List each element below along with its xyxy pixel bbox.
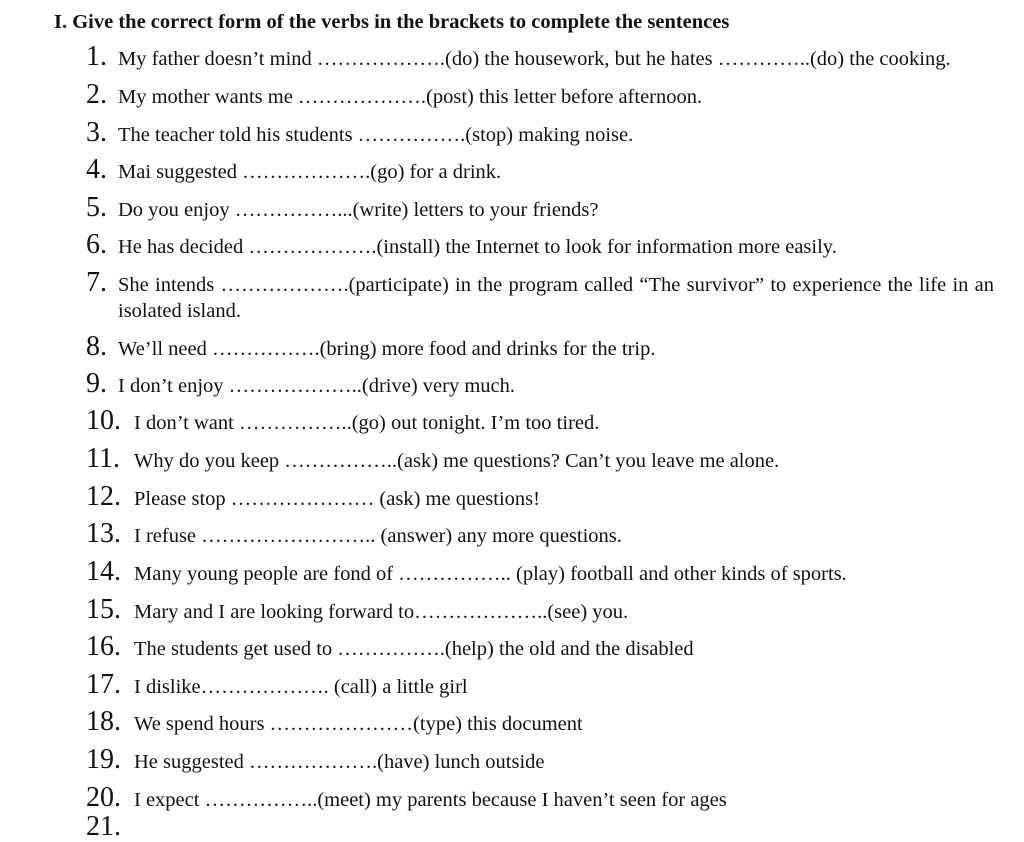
question-text: Many young people are fond of …………….. (play) football and other kinds of sports. [134,563,847,585]
question-number: 4. [86,154,107,185]
question-number: 15. [86,594,121,625]
question-text: He suggested ……………….(have) lunch outside [134,751,545,773]
question-text: Why do you keep ……………..(ask) me questions? Can’t you leave me alone. [134,450,780,472]
question-text: We spend hours …………………(type) this document [134,713,583,735]
question-number: 3. [86,117,107,148]
question-number: 17. [86,669,121,700]
question-number: 11. [86,443,120,474]
question-text: I don’t enjoy ………………..(drive) very much. [118,375,516,397]
question-text: The teacher told his students …………….(stop) making noise. [118,124,634,146]
question-number: 14. [86,556,121,587]
question-number: 7. [86,267,107,298]
question-text: We’ll need …………….(bring) more food and drinks for the trip. [118,338,656,360]
question-number: 10. [86,405,121,436]
question-number: 2. [86,79,107,110]
question-text: My mother wants me ……………….(post) this letter before afternoon. [118,86,703,108]
question-text: He has decided ……………….(install) the Internet to look for information more easily. [118,236,837,258]
question-text: I dislike………………. (call) a little girl [134,676,468,698]
question-text: She intends ……………….(participate) in the program called “The survivor” to experience the life in an isolated island. [118,274,994,322]
question-number-cut-off: 21. [86,811,121,842]
question-number: 19. [86,744,121,775]
question-text: Please stop ………………… (ask) me questions! [134,488,540,510]
question-number: 9. [86,368,107,399]
question-number: 1. [86,41,107,72]
question-number: 18. [86,706,121,737]
question-number: 8. [86,331,107,362]
question-text: Do you enjoy ……………...(write) letters to your friends? [118,199,599,221]
question-number: 12. [86,481,121,512]
question-number: 6. [86,229,107,260]
question-number: 5. [86,192,107,223]
question-text: Mai suggested ……………….(go) for a drink. [118,161,502,183]
question-number: 16. [86,631,121,662]
question-number: 20. [86,782,121,813]
question-text: I don’t want ……………..(go) out tonight. I’m too tired. [134,412,600,434]
question-text: My father doesn’t mind ……………….(do) the housework, but he hates …………..(do) the cooking. [118,48,951,70]
question-text: I expect ……………..(meet) my parents because I haven’t seen for ages [134,789,727,811]
question-text: I refuse …………………….. (answer) any more questions. [134,525,622,547]
question-text: Mary and I are looking forward to………………..(see) you. [134,601,629,623]
exercise-heading: I. Give the correct form of the verbs in the brackets to complete the sentences [54,11,730,33]
question-number: 13. [86,518,121,549]
question-text: The students get used to …………….(help) the old and the disabled [134,638,694,660]
